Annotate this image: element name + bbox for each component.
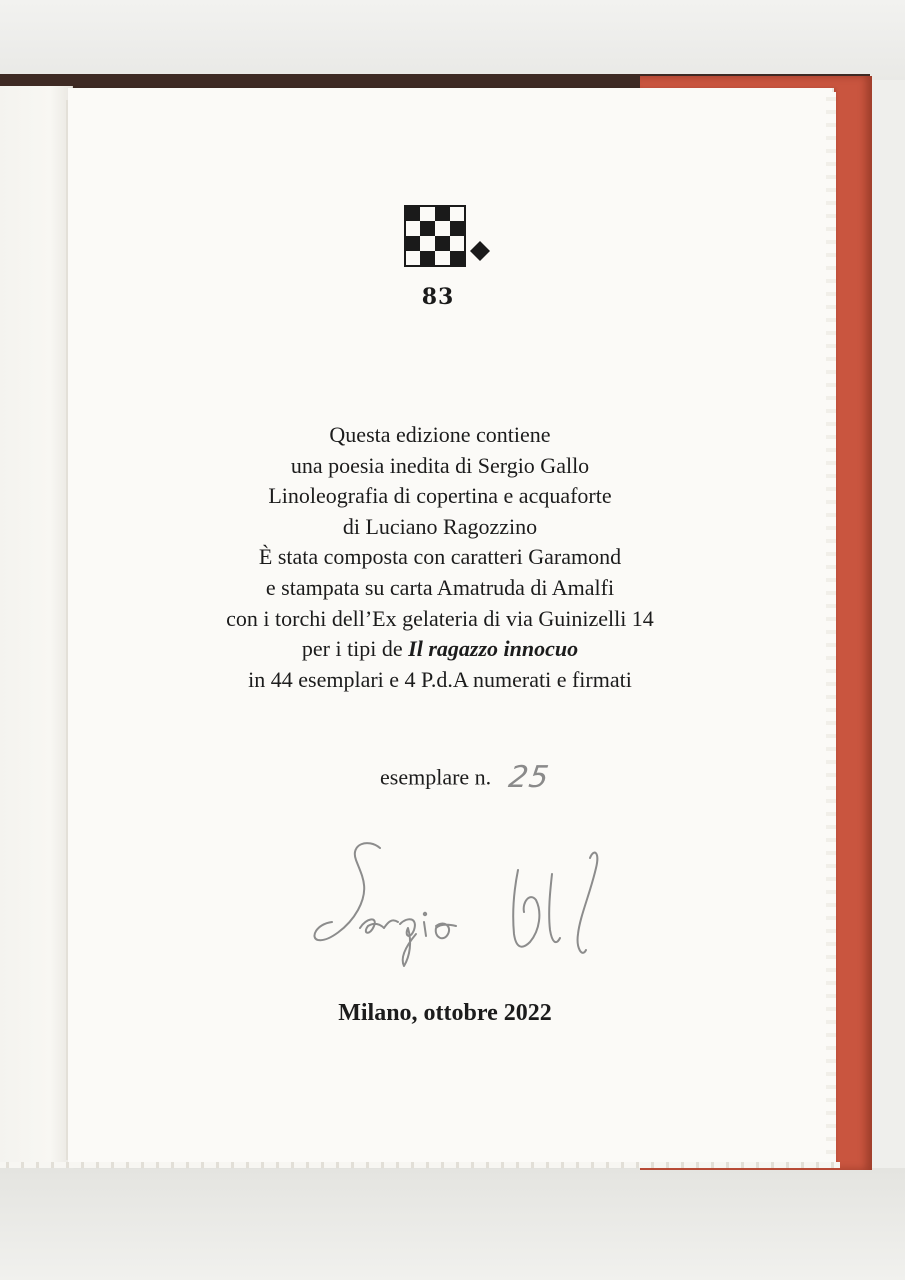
series-line	[140, 634, 740, 665]
deckle-edge-bottom	[0, 1162, 840, 1168]
colophon-line: di Luciano Ragozzino	[342, 513, 538, 539]
spine-fold	[66, 100, 68, 1160]
edition-line: in 44 esemplari e 4 P.d.A numerati e firmati	[248, 666, 632, 692]
handwritten-signature-icon	[308, 830, 618, 980]
copy-number-row	[380, 760, 552, 800]
colophon-line: con i torchi dell’Ex gelateria di via Guinizelli 14	[226, 605, 654, 631]
series-prefix: per i tipi de	[301, 636, 409, 662]
background-top	[0, 0, 905, 80]
copy-label: esemplare n.	[380, 764, 492, 790]
page-number: 83	[421, 284, 455, 310]
handwritten-copy-number: 25	[506, 760, 552, 795]
colophon-line: e stampata su carta Amatruda di Amalfi	[265, 574, 615, 600]
place-date: Milano, ottobre 2022	[338, 1000, 552, 1026]
colophon-line: Questa edizione contiene	[329, 422, 551, 447]
checkerboard-diamond-logo-icon	[404, 205, 492, 267]
left-page-edge	[0, 86, 73, 1168]
colophon-text	[140, 420, 740, 695]
series-title: Il ragazzo innocuo	[408, 636, 579, 662]
colophon-line: Linoleografia di copertina e acquaforte	[268, 483, 612, 509]
colophon-line: È stata composta con caratteri Garamond	[258, 544, 622, 570]
colophon-line: una poesia inedita di Sergio Gallo	[290, 452, 590, 478]
deckle-edge-right	[826, 92, 836, 1164]
background-bottom	[0, 1168, 905, 1280]
